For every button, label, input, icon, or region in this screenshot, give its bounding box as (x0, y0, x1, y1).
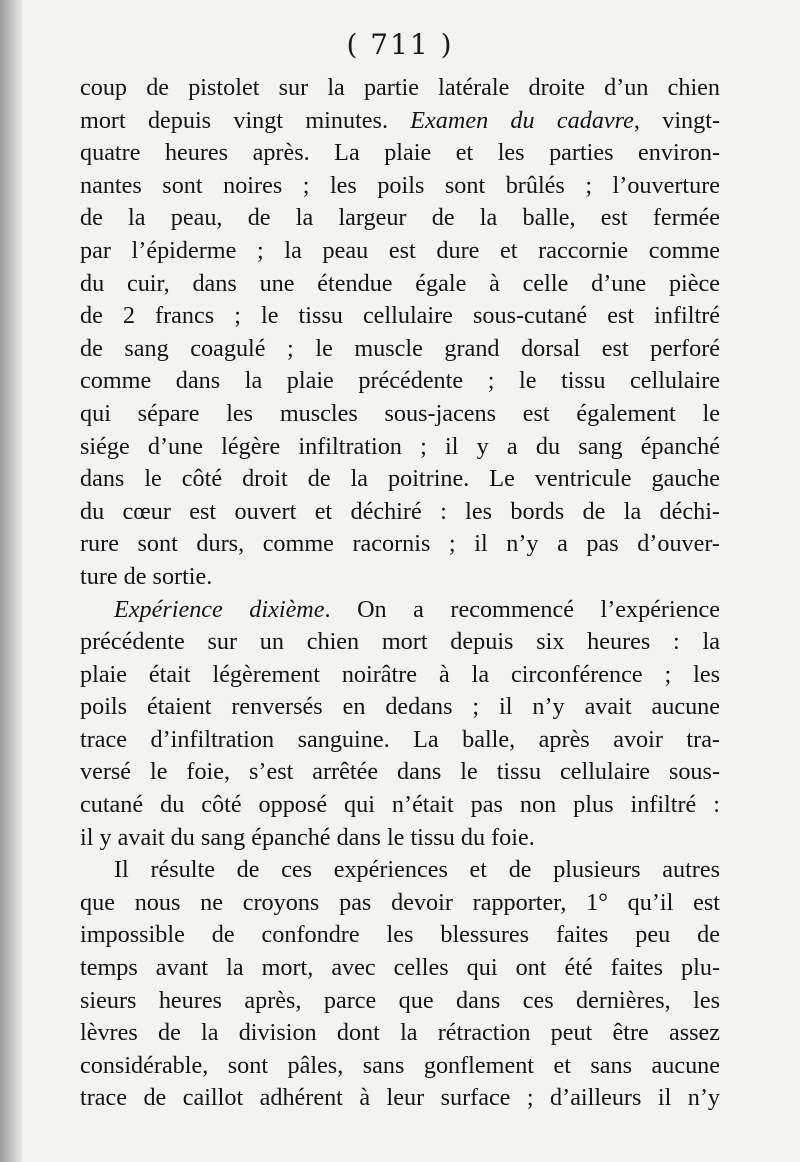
text-line-content: il y avait du sang épanché dans le tissu du foie. (80, 823, 535, 851)
text-line (80, 1050, 720, 1083)
text-line (80, 333, 720, 366)
text-line (80, 1017, 720, 1050)
text-line (80, 659, 720, 692)
text-line-content: coup de pistolet sur la partie latérale droite d’un chien (80, 74, 720, 101)
text-line-content: rure sont durs, comme racornis ; il n’y a pas d’ouver- (80, 530, 720, 558)
text-line (80, 594, 720, 627)
text-line-content: que nous ne croyons pas devoir rapporter, 1° qu’il est (80, 888, 720, 916)
text-line (80, 398, 720, 431)
text-line-content: précédente sur un chien mort depuis six heures : la (80, 628, 720, 656)
text-line-content: qui sépare les muscles sous-jacens est également le (80, 399, 720, 427)
text-line-content: siége d’une légère infiltration ; il y a du sang épanché (80, 432, 720, 460)
text-line-content: de sang coagulé ; le muscle grand dorsal est perforé (80, 334, 720, 362)
text-line-content: lèvres de la division dont la rétraction peut être assez (80, 1019, 720, 1047)
text-line-content: trace de caillot adhérent à leur surface ; d’ailleurs il n’y (80, 1084, 720, 1112)
italic-phrase: Examen du cadavre (410, 106, 634, 134)
page-number: ( 711 ) (346, 28, 454, 61)
text-line (80, 105, 720, 138)
text-line (80, 268, 720, 301)
text-line-content: plaie était légèrement noirâtre à la circonférence ; les (80, 660, 720, 688)
text-line-content: sieurs heures après, parce que dans ces dernières, les (80, 986, 720, 1014)
text-line (80, 887, 720, 920)
text-line (80, 528, 720, 561)
text-line-content: par l’épiderme ; la peau est dure et raccornie comme (80, 236, 720, 264)
text-line (80, 170, 720, 203)
text-line-content: considérable, sont pâles, sans gonflement et sans aucune (80, 1051, 720, 1079)
text-line (80, 300, 720, 333)
text-line-content: versé le foie, s’est arrêtée dans le tissu cellulaire sous- (80, 758, 720, 786)
text-line (80, 365, 720, 398)
text-line (80, 463, 720, 496)
text-line-content: impossible de confondre les blessures faites peu de (80, 921, 720, 949)
text-line (80, 822, 720, 855)
text-line (80, 496, 720, 529)
text-line-content: mort depuis vingt minutes. (80, 106, 411, 134)
text-line (80, 561, 720, 594)
text-line-content: cutané du côté opposé qui n’était pas non plus infiltré : (80, 791, 720, 819)
text-line (80, 756, 720, 789)
text-line-content: quatre heures après. La plaie et les parties environ- (80, 139, 720, 167)
text-line-content: trace d’infiltration sanguine. La balle, après avoir tra- (80, 725, 720, 753)
text-line (80, 431, 720, 464)
text-line (80, 72, 720, 105)
italic-phrase: Expérience dixième (114, 595, 325, 623)
text-line (80, 202, 720, 235)
text-line-content: temps avant la mort, avec celles qui ont été faites plu- (80, 954, 720, 982)
text-line (80, 789, 720, 822)
text-line (80, 854, 720, 887)
text-line-content: du cœur est ouvert et déchiré : les bords de la déchi- (80, 497, 720, 525)
text-line-content: de 2 francs ; le tissu cellulaire sous-cutané est infiltré (80, 302, 720, 330)
text-line-content: comme dans la plaie précédente ; le tissu cellulaire (80, 367, 720, 395)
text-line (80, 724, 720, 757)
text-line (80, 137, 720, 170)
text-line (80, 985, 720, 1018)
text-line-content: . On a recommencé l’expérience (324, 595, 721, 623)
text-line (80, 1082, 720, 1115)
body-text (80, 72, 720, 1115)
text-line-content: ture de sortie. (80, 562, 213, 590)
text-line-content: de la peau, de la largeur de la balle, est fermée (80, 204, 720, 232)
page-edge-shadow (0, 0, 22, 1162)
text-line (80, 952, 720, 985)
text-line-content: poils étaient renversés en dedans ; il n’y avait aucune (80, 693, 720, 721)
text-line (80, 691, 720, 724)
text-line (80, 919, 720, 952)
text-line-content: , vingt- (633, 106, 720, 134)
text-line (80, 235, 720, 268)
text-line-content: nantes sont noires ; les poils sont brûlés ; l’ouverture (80, 171, 720, 199)
text-line-content: Il résulte de ces expériences et de plusieurs autres (114, 856, 720, 884)
text-line-content: du cuir, dans une étendue égale à celle d’une pièce (80, 269, 720, 297)
text-line (80, 626, 720, 659)
text-line-content: dans le côté droit de la poitrine. Le ventricule gauche (80, 465, 720, 493)
